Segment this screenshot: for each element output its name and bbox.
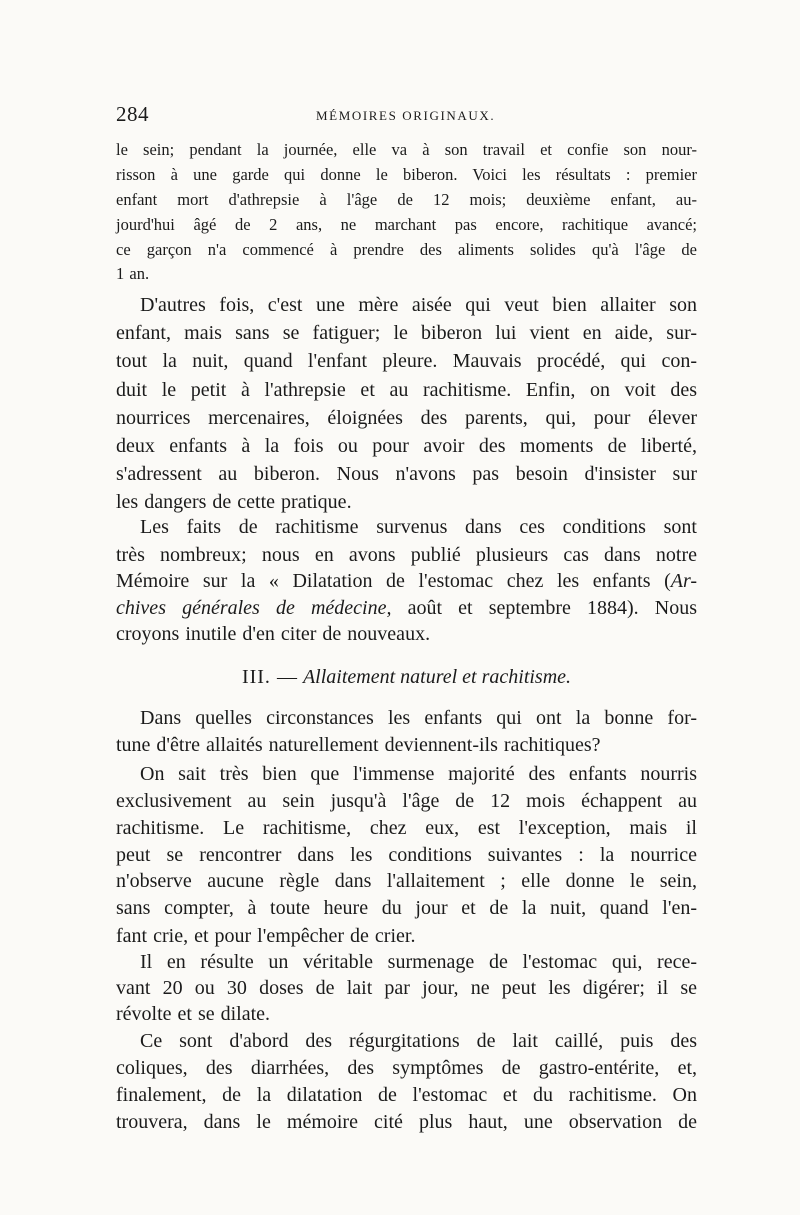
text-line bbox=[116, 570, 697, 593]
section-dash: — bbox=[276, 666, 297, 688]
text-line: très nombreux; nous en avons publié plusieurs cas dans notre bbox=[116, 544, 697, 566]
text-line: duit le petit à l'athrepsie et au rachitisme. Enfin, on voit des bbox=[116, 379, 697, 401]
text-line: Il en résulte un véritable surmenage de l'estomac qui, rece- bbox=[140, 951, 697, 973]
text-line: rachitisme. Le rachitisme, chez eux, est l'exception, mais il bbox=[116, 817, 697, 839]
text-line: croyons inutile d'en citer de nouveaux. bbox=[116, 623, 431, 645]
text-line: Ce sont d'abord des régurgitations de lait caillé, puis des bbox=[140, 1030, 697, 1052]
text-line: révolte et se dilate. bbox=[116, 1003, 271, 1025]
section-number: III. bbox=[241, 666, 271, 688]
text-line: enfant, mais sans se fatiguer; le biberon lui vient en aide, sur- bbox=[116, 322, 697, 344]
text-line: vant 20 ou 30 doses de lait par jour, ne peut les digérer; il se bbox=[116, 977, 697, 999]
text-line: les dangers de cette pratique. bbox=[116, 491, 352, 513]
text-line bbox=[116, 597, 697, 620]
text-line: tout la nuit, quand l'enfant pleure. Mauvais procédé, qui con- bbox=[116, 350, 697, 372]
section-title: Allaitement naturel et rachitisme. bbox=[302, 666, 572, 688]
text-line: tune d'être allaités naturellement deviennent-ils rachitiques? bbox=[116, 734, 601, 756]
text-line: ce garçon n'a commencé à prendre des aliments solides qu'à l'âge de bbox=[116, 240, 697, 259]
text-line: Les faits de rachitisme survenus dans ces conditions sont bbox=[140, 516, 697, 538]
text-line: s'adressent au biberon. Nous n'avons pas besoin d'insister sur bbox=[116, 463, 697, 485]
text-line: n'observe aucune règle dans l'allaitement ; elle donne le sein, bbox=[116, 870, 697, 892]
text-run: août et septembre 1884). Nous bbox=[391, 597, 697, 619]
text-line: finalement, de la dilatation de l'estomac et du rachitisme. On bbox=[116, 1084, 697, 1106]
text-line: 1 an. bbox=[116, 264, 150, 283]
text-line: sans compter, à toute heure du jour et de la nuit, quand l'en- bbox=[116, 897, 697, 919]
text-line: enfant mort d'athrepsie à l'âge de 12 mois; deuxième enfant, au- bbox=[116, 190, 697, 209]
text-line: peut se rencontrer dans les conditions suivantes : la nourrice bbox=[116, 844, 697, 866]
running-head: MÉMOIRES ORIGINAUX. bbox=[316, 108, 496, 123]
text-line: risson à une garde qui donne le biberon. Voici les résultats : premier bbox=[116, 165, 697, 184]
text-line: fant crie, et pour l'empêcher de crier. bbox=[116, 925, 416, 947]
text-line: le sein; pendant la journée, elle va à son travail et confie son nour- bbox=[116, 140, 697, 159]
text-line: jourd'hui âgé de 2 ans, ne marchant pas encore, rachitique avancé; bbox=[116, 215, 697, 234]
page-number: 284 bbox=[116, 102, 149, 126]
journal-title-part: Ar- bbox=[670, 570, 697, 592]
page-header bbox=[116, 102, 700, 132]
text-line: On sait très bien que l'immense majorité des enfants nourris bbox=[140, 763, 697, 785]
text-line: deux enfants à la fois ou pour avoir des moments de liberté, bbox=[116, 435, 697, 457]
journal-title-part: chives générales de médecine, bbox=[116, 597, 392, 619]
text-line: nourrices mercenaires, éloignées des parents, qui, pour élever bbox=[116, 407, 697, 429]
text-line: Dans quelles circonstances les enfants qui ont la bonne for- bbox=[140, 707, 697, 729]
section-heading bbox=[116, 666, 697, 689]
text-run: Mémoire sur la « Dilatation de l'estomac chez les enfants ( bbox=[116, 570, 671, 592]
text-line: D'autres fois, c'est une mère aisée qui veut bien allaiter son bbox=[140, 294, 697, 316]
text-line: trouvera, dans le mémoire cité plus haut, une observation de bbox=[116, 1111, 697, 1133]
text-line: exclusivement au sein jusqu'à l'âge de 12 mois échappent au bbox=[116, 790, 697, 812]
text-line: coliques, des diarrhées, des symptômes de gastro-entérite, et, bbox=[116, 1057, 697, 1079]
